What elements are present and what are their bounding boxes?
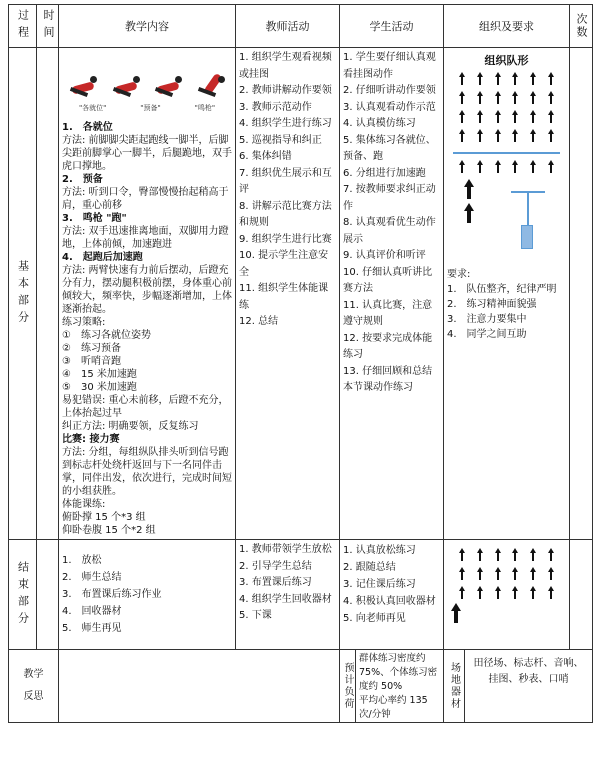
student-arrow-icon — [530, 129, 536, 142]
content-line: ② 练习预备 — [62, 343, 121, 354]
header-student: 学生活动 — [340, 5, 444, 48]
reflection-label: 教学反思 — [9, 650, 59, 723]
caption: "鸣枪" — [194, 104, 216, 112]
relay-column — [464, 179, 474, 223]
ending-teacher-list — [239, 542, 336, 625]
student-arrow-icon — [495, 586, 501, 599]
list-item: 10. 提示学生注意安全 — [239, 250, 329, 278]
start-line — [453, 152, 560, 154]
student-arrow-icon — [495, 72, 501, 85]
content-line: ⑤ 30 米加速跑 — [62, 382, 137, 393]
basic-section-label: 基本部分 — [9, 48, 37, 540]
teacher-activity-list — [239, 50, 336, 331]
student-arrow-icon — [548, 160, 554, 173]
load-cell — [340, 650, 444, 723]
student-arrow-icon — [512, 129, 518, 142]
load-label: 预计负荷 — [340, 650, 356, 722]
student-arrow-icon — [495, 548, 501, 561]
content-heading: 3. 鸣枪 "跑" — [62, 213, 127, 224]
list-item: 6. 集体纠错 — [239, 151, 292, 162]
content-line: 俯卧撑 15 个*3 组 — [62, 512, 146, 523]
list-item: 11. 认真比赛，注意遵守规则 — [343, 299, 433, 327]
org-title: 组织队形 — [484, 54, 529, 67]
content-line: ③ 听哨音跑 — [62, 356, 121, 367]
student-arrow-icon — [548, 91, 554, 104]
student-arrow-icon — [548, 72, 554, 85]
list-item: 3. 记住课后练习 — [343, 579, 416, 590]
ending-row — [9, 540, 593, 650]
student-arrow-icon — [459, 129, 465, 142]
list-item: 11. 组织学生体能课练 — [239, 283, 329, 311]
caption: "预备" — [140, 104, 161, 112]
header-row — [9, 5, 593, 48]
ending-times-cell — [570, 540, 593, 650]
student-arrow-icon — [459, 110, 465, 123]
requirement-item: 1. 队伍整齐，纪律严明 — [447, 284, 557, 295]
student-arrow-icon — [495, 129, 501, 142]
basic-teacher-cell — [236, 48, 340, 540]
student-arrow-icon — [512, 72, 518, 85]
student-arrow-icon — [512, 548, 518, 561]
runner-figure — [196, 74, 226, 102]
runner-figure — [111, 74, 141, 102]
list-item: 5. 向老师再见 — [343, 613, 406, 624]
student-arrow-icon — [548, 586, 554, 599]
list-item: 3. 教师示范动作 — [239, 101, 312, 113]
ending-student-list — [343, 542, 440, 627]
student-arrow-icon — [530, 160, 536, 173]
basic-row — [9, 48, 593, 540]
student-arrow-icon — [495, 567, 501, 580]
basic-org-cell — [444, 48, 570, 540]
list-item: 8. 认真观看优生动作展示 — [343, 217, 436, 245]
content-heading: 比赛: 接力赛 — [62, 434, 120, 445]
basic-student-cell — [340, 48, 444, 540]
runner-figure — [68, 74, 98, 102]
list-item: 1. 学生要仔细认真观看挂图动作 — [343, 52, 436, 80]
load-text: 群体练习密度约 75%、个体练习密度约 50% 平均心率约 135 次/分钟 — [359, 653, 438, 720]
runner-arrow-icon — [464, 179, 474, 199]
student-arrow-icon — [530, 91, 536, 104]
requirements — [447, 267, 566, 342]
header-time: 时间 — [37, 5, 59, 48]
student-arrow-icon — [512, 91, 518, 104]
list-item: 1. 认真放松练习 — [343, 545, 416, 556]
student-arrow-icon — [459, 72, 465, 85]
content-line: ① 练习各就位姿势 — [62, 330, 151, 341]
marker-pole-icon — [509, 179, 549, 259]
list-item: 2. 教师讲解动作要领 — [239, 85, 332, 96]
list-item: 4. 积极认真回收器材 — [343, 596, 436, 607]
content-line: 方法: 两臂快速有力前后摆动，后蹬充分有力，摆动腿积极前摆，身体重心前倾较大，频率快，步幅逐渐增加，上体逐渐抬起。 — [62, 265, 232, 315]
student-arrow-icon — [548, 110, 554, 123]
ending-content-list — [62, 552, 232, 637]
list-item: 2. 跟随总结 — [343, 562, 396, 573]
illustration-captions — [62, 102, 232, 115]
runner-figure — [153, 74, 183, 102]
list-item: 2. 引导学生总结 — [239, 560, 312, 572]
student-arrow-icon — [477, 586, 483, 599]
list-item: 8. 讲解示范比赛方法和规则 — [239, 200, 332, 228]
header-process: 过程 — [9, 5, 37, 48]
list-item: 9. 组织学生进行比赛 — [239, 233, 332, 245]
list-item: 9. 认真评价和听评 — [343, 250, 426, 261]
basic-times-cell — [570, 48, 593, 540]
student-arrow-icon — [530, 567, 536, 580]
content-line: 方法: 分组，每组纵队排头听到信号跑到标志杆处绕杆返回与下一名同伴击掌，同伴出发，依次进行，完成时间短的小组获胜。 — [62, 447, 232, 497]
content-heading: 1. 各就位 — [62, 122, 113, 133]
requirement-item: 2. 练习精神面貌强 — [447, 299, 537, 310]
student-arrow-icon — [512, 567, 518, 580]
lesson-plan-table — [8, 4, 593, 723]
student-arrow-icon — [530, 72, 536, 85]
list-item: 3. 认真观看动作示范 — [343, 101, 436, 113]
student-arrow-icon — [530, 548, 536, 561]
student-arrow-icon — [548, 548, 554, 561]
list-item: 1. 放松 — [62, 555, 102, 566]
header-org: 组织及要求 — [444, 5, 570, 48]
ending-content-cell — [59, 540, 236, 650]
ending-teacher-cell — [236, 540, 340, 650]
list-item: 5. 下课 — [239, 610, 272, 621]
ending-time-cell — [37, 540, 59, 650]
header-teacher: 教师活动 — [236, 5, 340, 48]
student-arrow-icon — [512, 160, 518, 173]
student-arrow-icon — [477, 91, 483, 104]
student-arrow-icon — [548, 129, 554, 142]
list-item: 12. 总结 — [239, 316, 279, 327]
student-arrow-icon — [477, 110, 483, 123]
teacher-position — [447, 603, 566, 623]
ending-org-cell — [444, 540, 570, 650]
student-arrow-icon — [477, 72, 483, 85]
formation-grid — [447, 72, 566, 142]
venue-label: 场地器材 — [444, 650, 465, 722]
list-item: 4. 组织学生进行练习 — [239, 118, 332, 129]
student-arrow-icon — [530, 586, 536, 599]
list-item: 10. 仔细认真听讲比赛方法 — [343, 266, 433, 294]
teacher-arrow-icon — [451, 603, 461, 623]
student-arrow-icon — [512, 586, 518, 599]
reflection-row — [9, 650, 593, 723]
list-item: 4. 组织学生回收器材 — [239, 593, 332, 605]
relay-diagram — [447, 179, 566, 259]
list-item: 2. 师生总结 — [62, 572, 122, 583]
list-item: 5. 集体练习各就位、预备、跑 — [343, 134, 436, 162]
content-line: 体能课练: — [62, 499, 106, 510]
student-activity-list — [343, 50, 440, 397]
caption: "各就位" — [78, 104, 107, 112]
content-line: 方法: 双手迅速推离地面，双脚用力蹬地，上体前倾，加速跑进 — [62, 226, 229, 250]
venue-cell — [444, 650, 593, 723]
header-times: 次数 — [570, 5, 593, 48]
list-item: 3. 布置课后练习作业 — [62, 589, 162, 600]
student-arrow-icon — [477, 129, 483, 142]
requirement-item: 3. 注意力要集中 — [447, 314, 527, 325]
student-arrow-icon — [477, 160, 483, 173]
requirements-title: 要求: — [447, 269, 471, 280]
content-line: 方法: 听到口令，臀部慢慢抬起稍高于肩，重心前移 — [62, 187, 229, 211]
student-arrow-icon — [459, 160, 465, 173]
content-line: 易犯错误: 重心未前移，后蹬不充分，上体抬起过早 — [62, 395, 229, 419]
student-arrow-icon — [512, 110, 518, 123]
list-item: 7. 按教师要求纠正动作 — [343, 184, 436, 212]
list-item: 3. 布置课后练习 — [239, 577, 312, 588]
student-arrow-icon — [477, 567, 483, 580]
student-arrow-icon — [495, 160, 501, 173]
list-item: 5. 巡视指导和纠正 — [239, 134, 322, 146]
content-line: 纠正方法: 明确要领，反复练习 — [62, 421, 199, 432]
content-heading: 2. 预备 — [62, 174, 103, 185]
content-line: 方法: 前脚脚尖距起跑线一脚半，后脚尖距前脚掌心一脚半，后腿跪地，双手虎口撑地。 — [62, 135, 232, 172]
ending-section-label: 结束部分 — [9, 540, 37, 650]
content-heading: 4. 起跑后加速跑 — [62, 252, 143, 263]
reflection-cell — [59, 650, 340, 723]
student-arrow-icon — [495, 91, 501, 104]
student-arrow-icon — [477, 548, 483, 561]
venue-text: 田径场、标志杆、音响、挂图、秒表、口哨 — [473, 658, 584, 685]
list-item: 12. 按要求完成体能练习 — [343, 332, 433, 360]
list-item: 4. 认真模仿练习 — [343, 118, 416, 129]
student-arrow-icon — [459, 586, 465, 599]
student-arrow-icon — [459, 91, 465, 104]
header-content: 教学内容 — [59, 5, 236, 48]
basic-content-cell — [59, 48, 236, 540]
formation-grid — [447, 160, 566, 173]
formation-grid — [447, 548, 566, 599]
requirement-item: 4. 同学之间互助 — [447, 329, 527, 340]
runner-arrow-icon — [464, 203, 474, 223]
lesson-plan-page — [8, 4, 592, 753]
student-arrow-icon — [548, 567, 554, 580]
list-item: 4. 回收器材 — [62, 606, 122, 617]
list-item: 1. 教师带领学生放松 — [239, 544, 332, 555]
list-item: 7. 组织优生展示和互评 — [239, 167, 332, 195]
student-arrow-icon — [530, 110, 536, 123]
list-item: 5. 师生再见 — [62, 623, 122, 634]
list-item: 6. 分组进行加速跑 — [343, 167, 426, 179]
content-line: ④ 15 米加速跑 — [62, 369, 137, 380]
list-item: 13. 仔细回顾和总结本节课动作练习 — [343, 365, 433, 393]
student-arrow-icon — [459, 548, 465, 561]
list-item: 2. 仔细听讲动作要领 — [343, 85, 436, 96]
student-arrow-icon — [495, 110, 501, 123]
content-line: 练习策略: — [62, 317, 106, 328]
content-line: 仰卧卷腹 15 个*2 组 — [62, 525, 156, 536]
basic-time-cell — [37, 48, 59, 540]
student-arrow-icon — [459, 567, 465, 580]
content-lines — [62, 121, 232, 537]
ending-student-cell — [340, 540, 444, 650]
sprint-start-illustration — [62, 54, 232, 102]
list-item: 1. 组织学生观看视频或挂图 — [239, 52, 332, 80]
